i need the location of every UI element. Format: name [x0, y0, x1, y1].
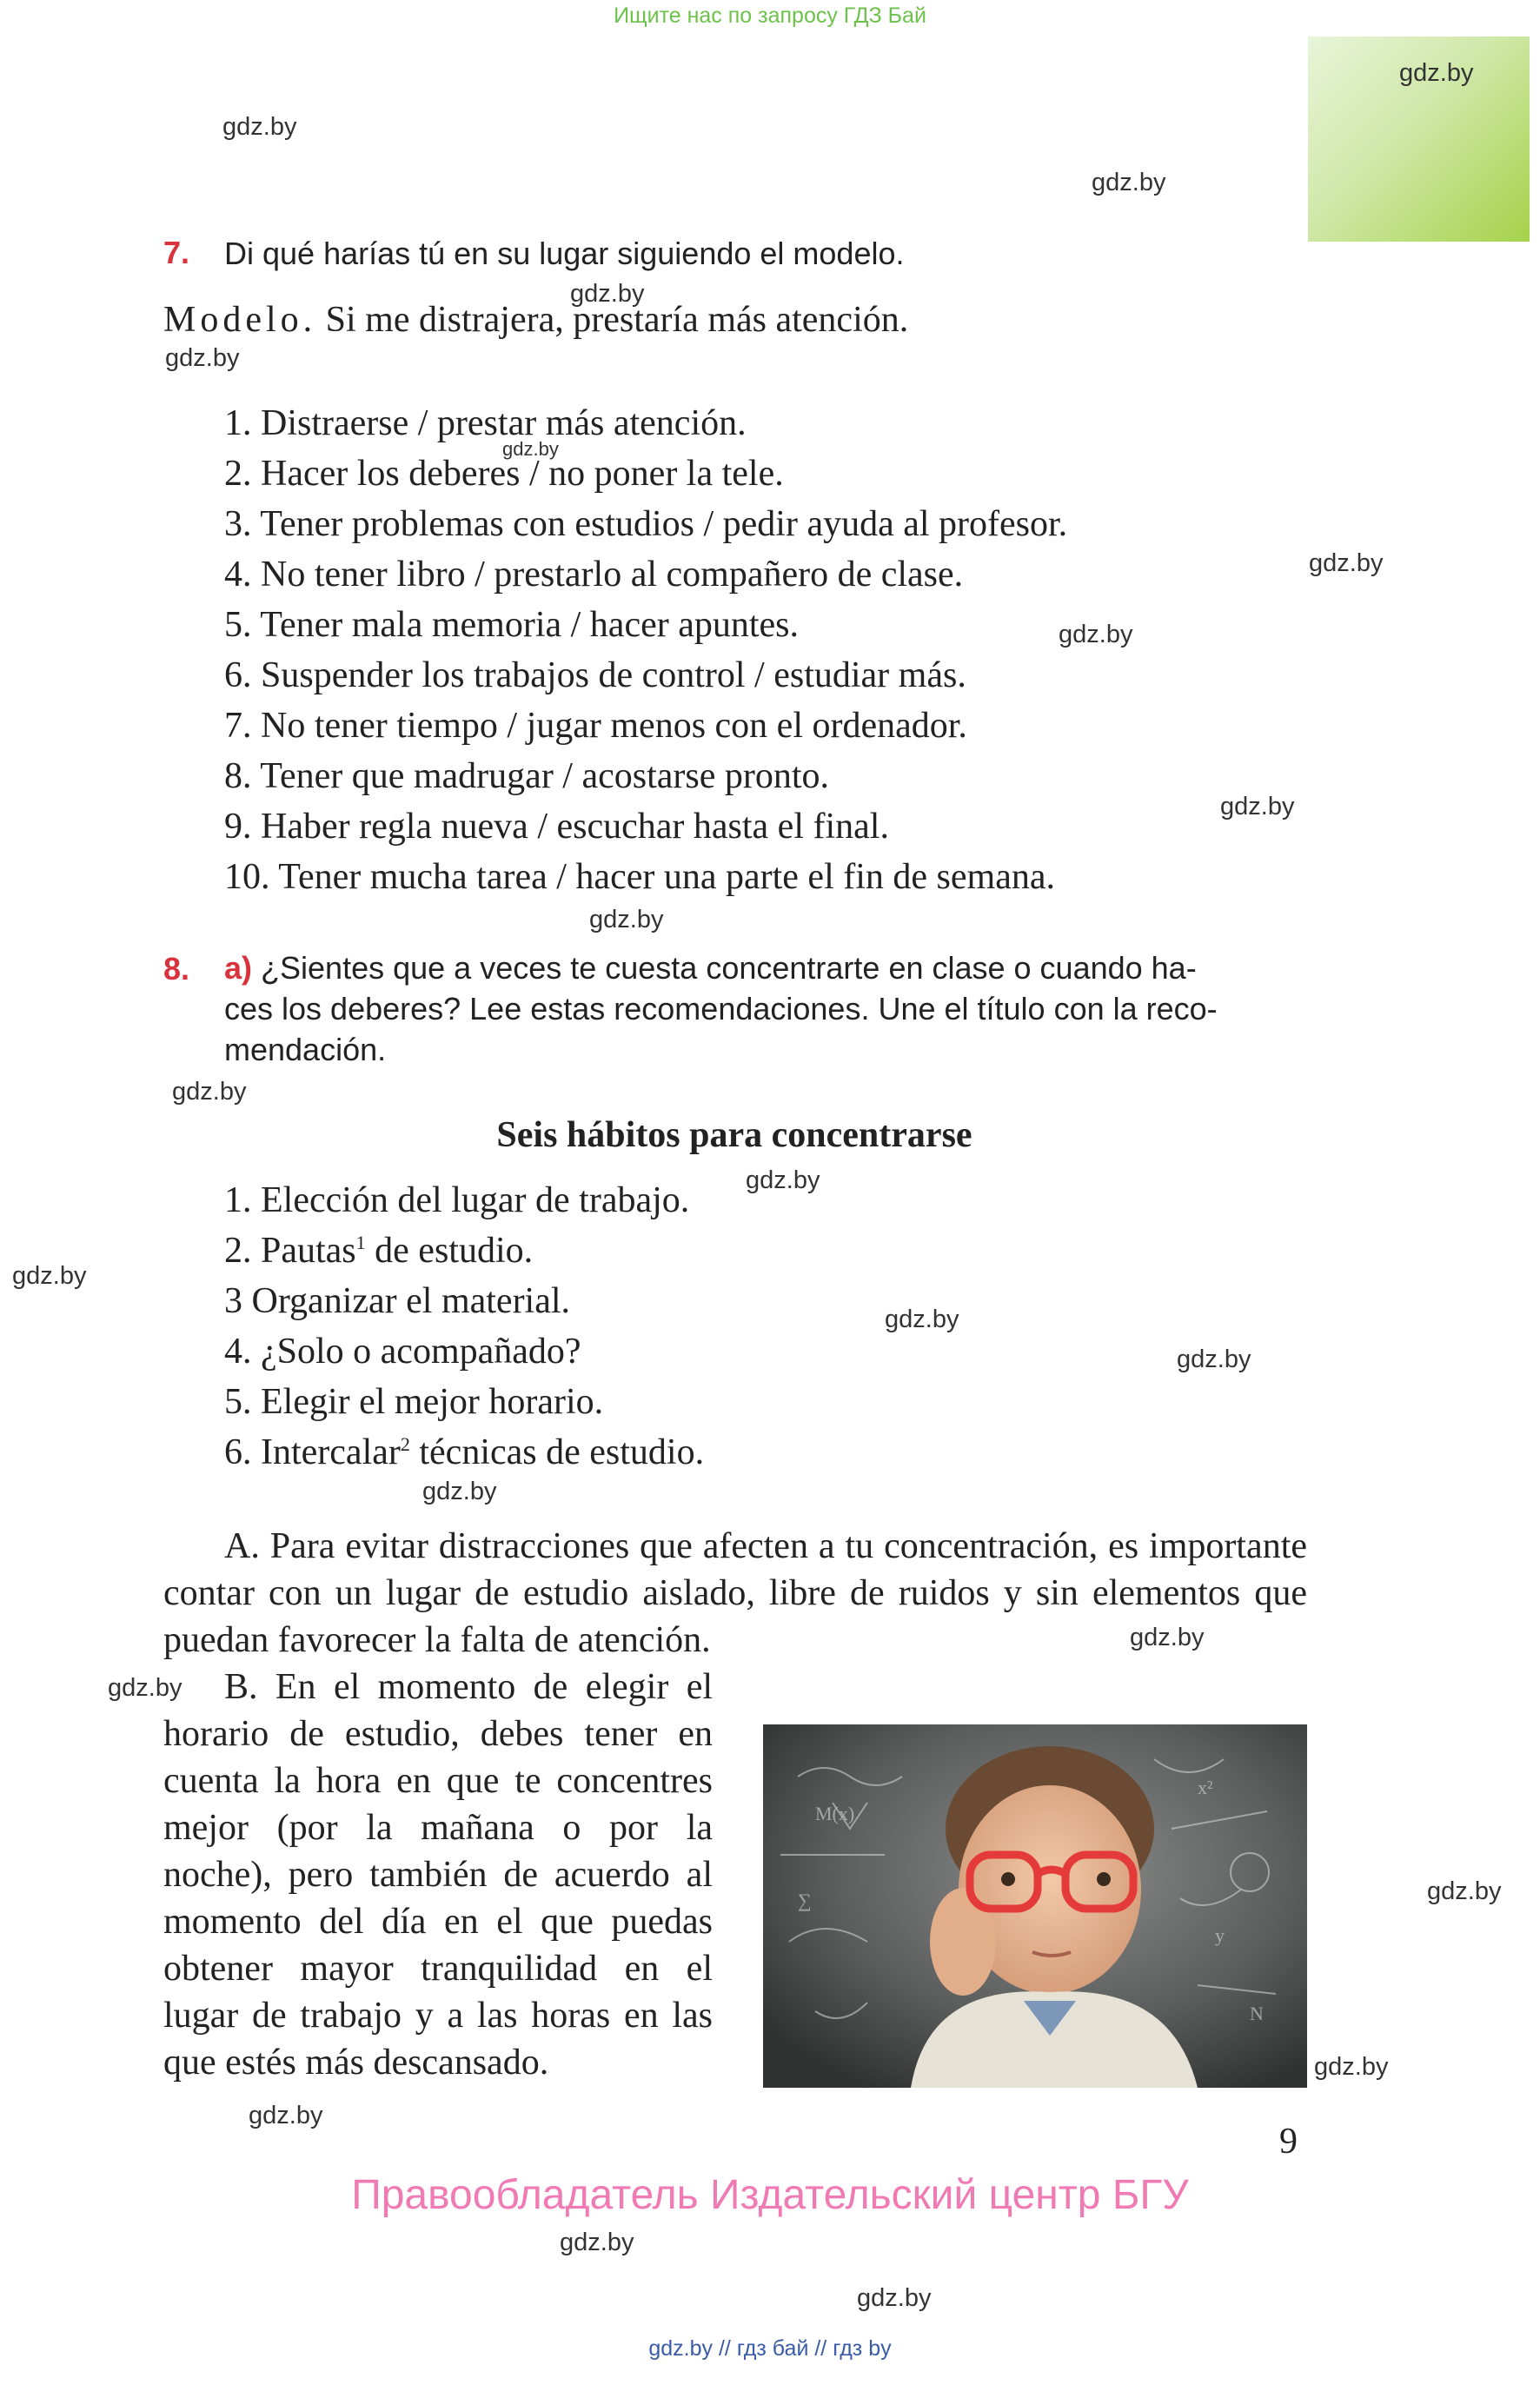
footer-links[interactable]: gdz.by // гдз бай // гдз by	[648, 2336, 892, 2361]
watermark: gdz.by	[560, 2229, 634, 2256]
paragraph-b: B. En el momento de elegir el horario de estudio, debes tener en cuenta la hora en que te concentres mejor (por la mañana o por la noche), pero también de acuerdo al momento del día en el que puedas obtener mayor tranquilidad en el lugar de trabajo y a las horas en las que estés más descansado.	[163, 1667, 713, 2083]
watermark: gdz.by	[249, 2102, 323, 2129]
list-item: 4. ¿Solo o acompañado?	[224, 1332, 581, 1372]
list-item: 1. Elección del lugar de trabajo.	[224, 1180, 690, 1220]
watermark: gdz.by	[12, 1262, 87, 1290]
exercise-number: 8.	[163, 951, 190, 987]
model-label: Modelo.	[163, 300, 317, 340]
watermark: gdz.by	[857, 2284, 932, 2312]
svg-text:y: y	[1215, 1924, 1225, 1946]
watermark: gdz.by	[165, 344, 240, 372]
watermark: gdz.by	[1314, 2053, 1389, 2081]
list-item: 3 Organizar el material.	[224, 1281, 571, 1321]
watermark: gdz.by	[1177, 1345, 1251, 1373]
section-title: Seis hábitos para concentrarse	[496, 1115, 972, 1155]
svg-text:M(x): M(x)	[815, 1803, 855, 1824]
watermark: gdz.by	[1399, 59, 1474, 87]
list-item: 2. Hacer los deberes / no poner la tele.	[224, 454, 784, 494]
footnote-mark: 1	[355, 1232, 366, 1253]
list-item: 5. Elegir el mejor horario.	[224, 1382, 604, 1422]
list-item: 6. Suspender los trabajos de control / estudiar más.	[224, 655, 966, 695]
list-item: 7. No tener tiempo / jugar menos con el ordenador.	[224, 706, 967, 746]
watermark: gdz.by	[885, 1305, 959, 1333]
list-item: 4. No tener libro / prestarlo al compañero de clase.	[224, 555, 964, 595]
list-item: 10. Tener mucha tarea / hacer una parte el fin de semana.	[224, 857, 1055, 897]
exercise-instruction: Di qué harías tú en su lugar siguiendo el modelo.	[224, 236, 905, 271]
watermark: gdz.by	[108, 1674, 183, 1702]
rights-holder: Правообладатель Издательский центр БГУ	[351, 2172, 1189, 2218]
exercise-7-list	[224, 398, 1067, 902]
list-item: 5. Tener mala memoria / hacer apuntes.	[224, 605, 800, 645]
list-item: 6. Intercalar$^2$ técnicas de estudio.	[224, 1432, 705, 1472]
watermark: gdz.by	[1220, 793, 1295, 820]
instruction-line: ¿Sientes que a veces te cuesta concentrarte en clase o cuando ha-	[261, 950, 1197, 986]
page-number: 9	[1279, 2122, 1298, 2162]
list-item: 9. Haber regla nueva / escuchar hasta el final.	[224, 807, 889, 847]
list-item: 2. Pautas$^1$ de estudio.	[224, 1231, 534, 1271]
boy-thinking-photo	[763, 1724, 1307, 2088]
svg-text:x²: x²	[1198, 1777, 1213, 1798]
exercise-part: a)	[224, 950, 253, 986]
watermark: gdz.by	[1092, 169, 1166, 196]
watermark: gdz.by	[1309, 549, 1384, 577]
watermark: gdz.by	[502, 438, 559, 460]
watermark: gdz.by	[1059, 621, 1133, 648]
watermark: gdz.by	[570, 280, 645, 308]
watermark: gdz.by	[1130, 1624, 1205, 1651]
paragraph-a: A. Para evitar distracciones que afecten a tu concentración, es importante contar con un lugar de estudio aislado, libre de ruidos y sin elementos que puedan favorecer la falta de atención.	[163, 1526, 1307, 1660]
list-item: 8. Tener que madrugar / acostarse pronto.	[224, 756, 830, 796]
habits-list	[224, 1175, 704, 1478]
watermark: gdz.by	[589, 906, 664, 933]
list-item: 3. Tener problemas con estudios / pedir ayuda al profesor.	[224, 504, 1068, 544]
watermark: gdz.by	[1427, 1877, 1502, 1905]
model-example	[163, 299, 908, 341]
model-sentence: Si me distrajera, prestaría más atención.	[325, 300, 909, 340]
exercise-number: 7.	[163, 235, 190, 270]
svg-text:N: N	[1250, 2003, 1264, 2024]
svg-text:∑: ∑	[798, 1890, 812, 1911]
watermark: gdz.by	[172, 1078, 247, 1106]
watermark: gdz.by	[422, 1478, 497, 1505]
header-search-link[interactable]: Ищите нас по запросу ГДЗ Бай	[614, 3, 926, 28]
instruction-line: mendación.	[224, 1032, 387, 1067]
exercise-instruction	[224, 947, 1311, 1070]
footnote-mark: 2	[400, 1433, 410, 1455]
list-item: 1. Distraerse / prestar más atención.	[224, 403, 747, 443]
watermark: gdz.by	[746, 1166, 820, 1194]
watermark: gdz.by	[222, 113, 297, 141]
instruction-line: ces los deberes? Lee estas recomendaciones. Une el título con la reco-	[224, 991, 1218, 1026]
